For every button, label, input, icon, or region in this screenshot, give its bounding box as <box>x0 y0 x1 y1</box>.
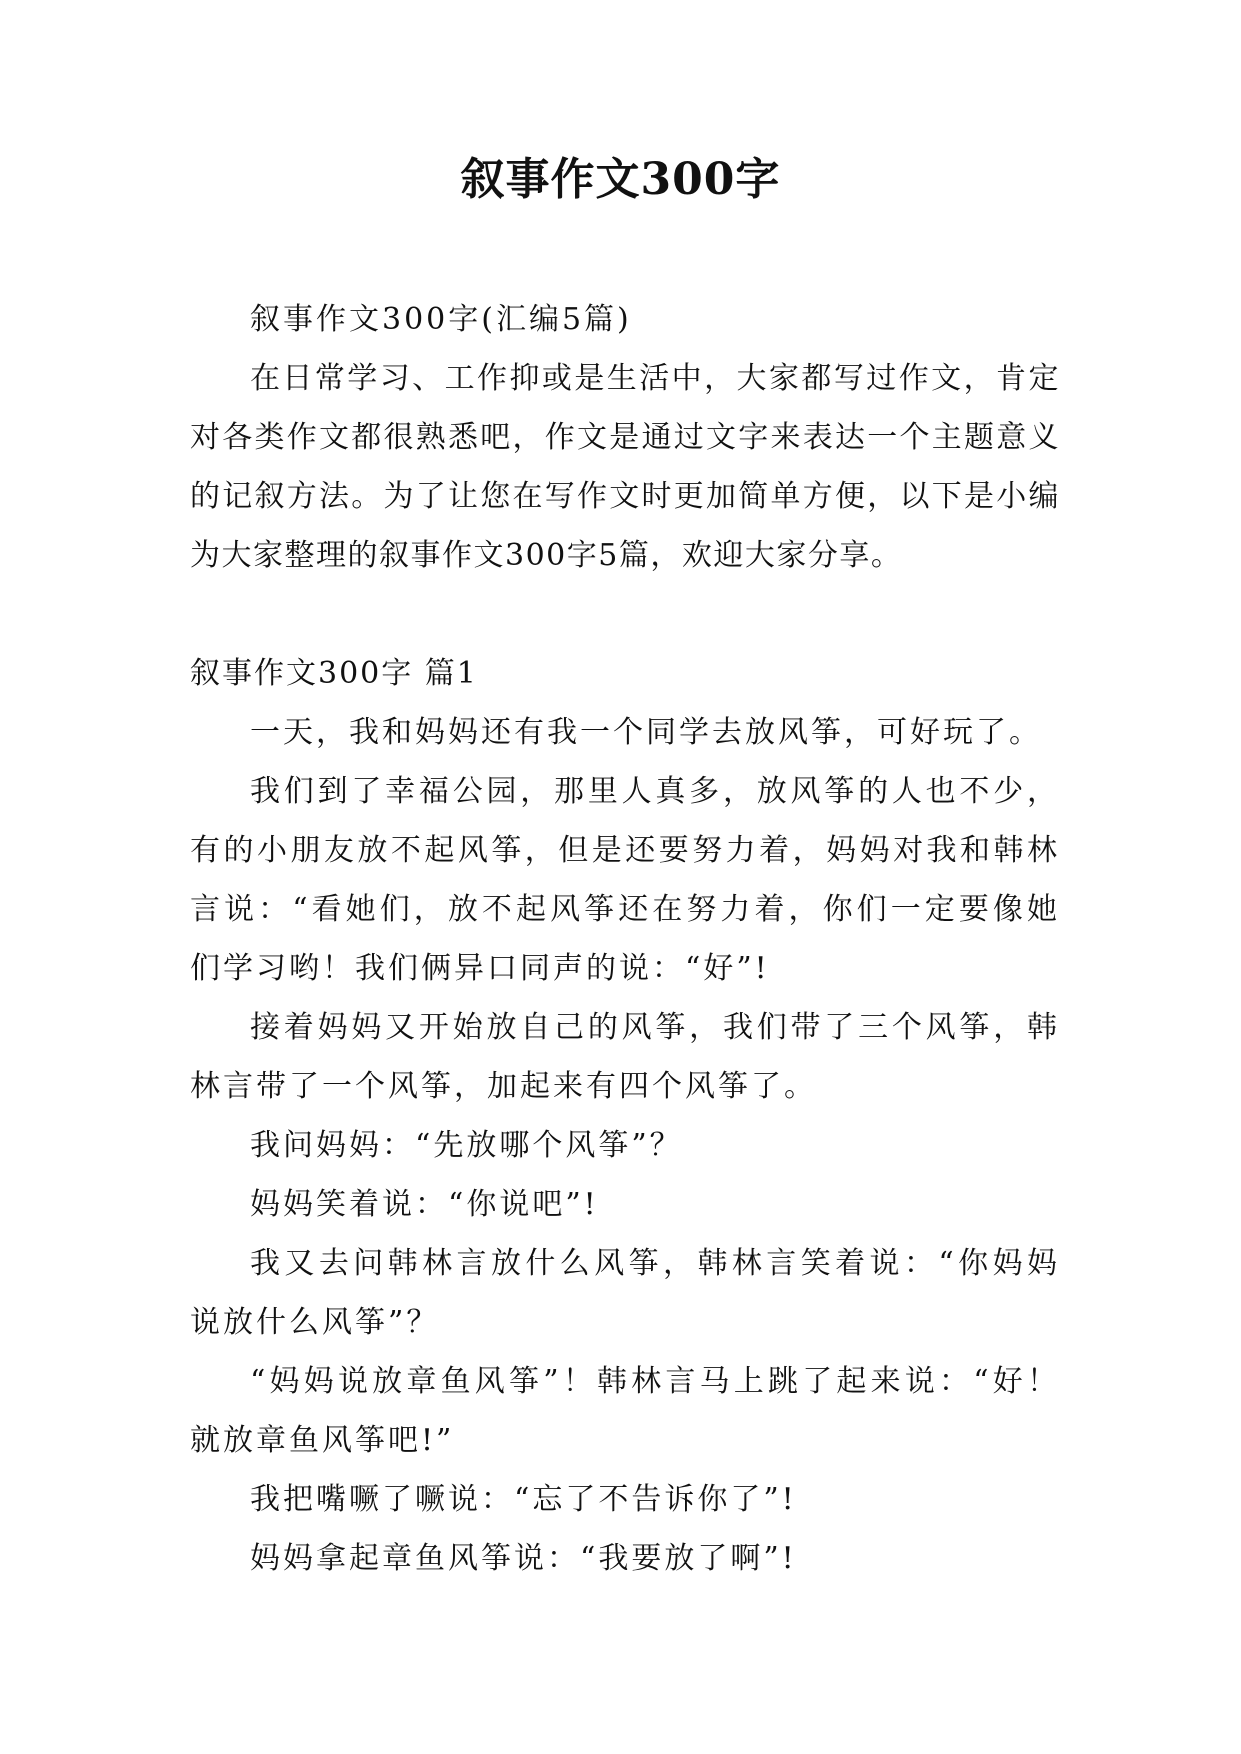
document-title: 叙事作文300字 <box>460 154 781 205</box>
story-paragraph: 妈妈拿起章鱼风筝说：“我要放了啊”! <box>250 1541 797 1576</box>
intro-paragraph: 在日常学习、工作抑或是生活中，大家都写过作文，肯定对各类作文都很熟悉吧，作文是通过文字来表达一个主题意义的记叙方法。为了让您在写作文时更加简单方便，以下是小编为大家整理的叙事作文300字5篇，欢迎大家分享。 <box>190 361 1060 573</box>
story-paragraph: “妈妈说放章鱼风筝”！韩林言马上跳了起来说：“好！就放章鱼风筝吧!” <box>190 1364 1060 1458</box>
story-paragraph: 我们到了幸福公园，那里人真多，放风筝的人也不少，有的小朋友放不起风筝，但是还要努力着，妈妈对我和韩林言说：“看她们，放不起风筝还在努力着，你们一定要像她们学习哟！我们俩异口同声的说：“好”! <box>190 774 1060 986</box>
story-paragraph: 我把嘴噘了噘说：“忘了不告诉你了”! <box>250 1482 797 1517</box>
story-paragraph: 妈妈笑着说：“你说吧”! <box>250 1187 599 1222</box>
story-paragraph: 接着妈妈又开始放自己的风筝，我们带了三个风筝，韩林言带了一个风筝，加起来有四个风筝了。 <box>190 1010 1060 1104</box>
story-paragraph: 我又去问韩林言放什么风筝，韩林言笑着说：“你妈妈说放什么风筝”？ <box>190 1246 1060 1340</box>
document-body <box>190 290 1060 1588</box>
section-heading: 叙事作文300字 篇1 <box>190 656 478 691</box>
story-paragraph: 我问妈妈：“先放哪个风筝”？ <box>250 1128 683 1163</box>
story-paragraph: 一天，我和妈妈还有我一个同学去放风筝，可好玩了。 <box>250 715 1042 750</box>
section-spacer <box>190 585 1060 644</box>
document-subtitle: 叙事作文300字(汇编5篇) <box>250 302 632 337</box>
